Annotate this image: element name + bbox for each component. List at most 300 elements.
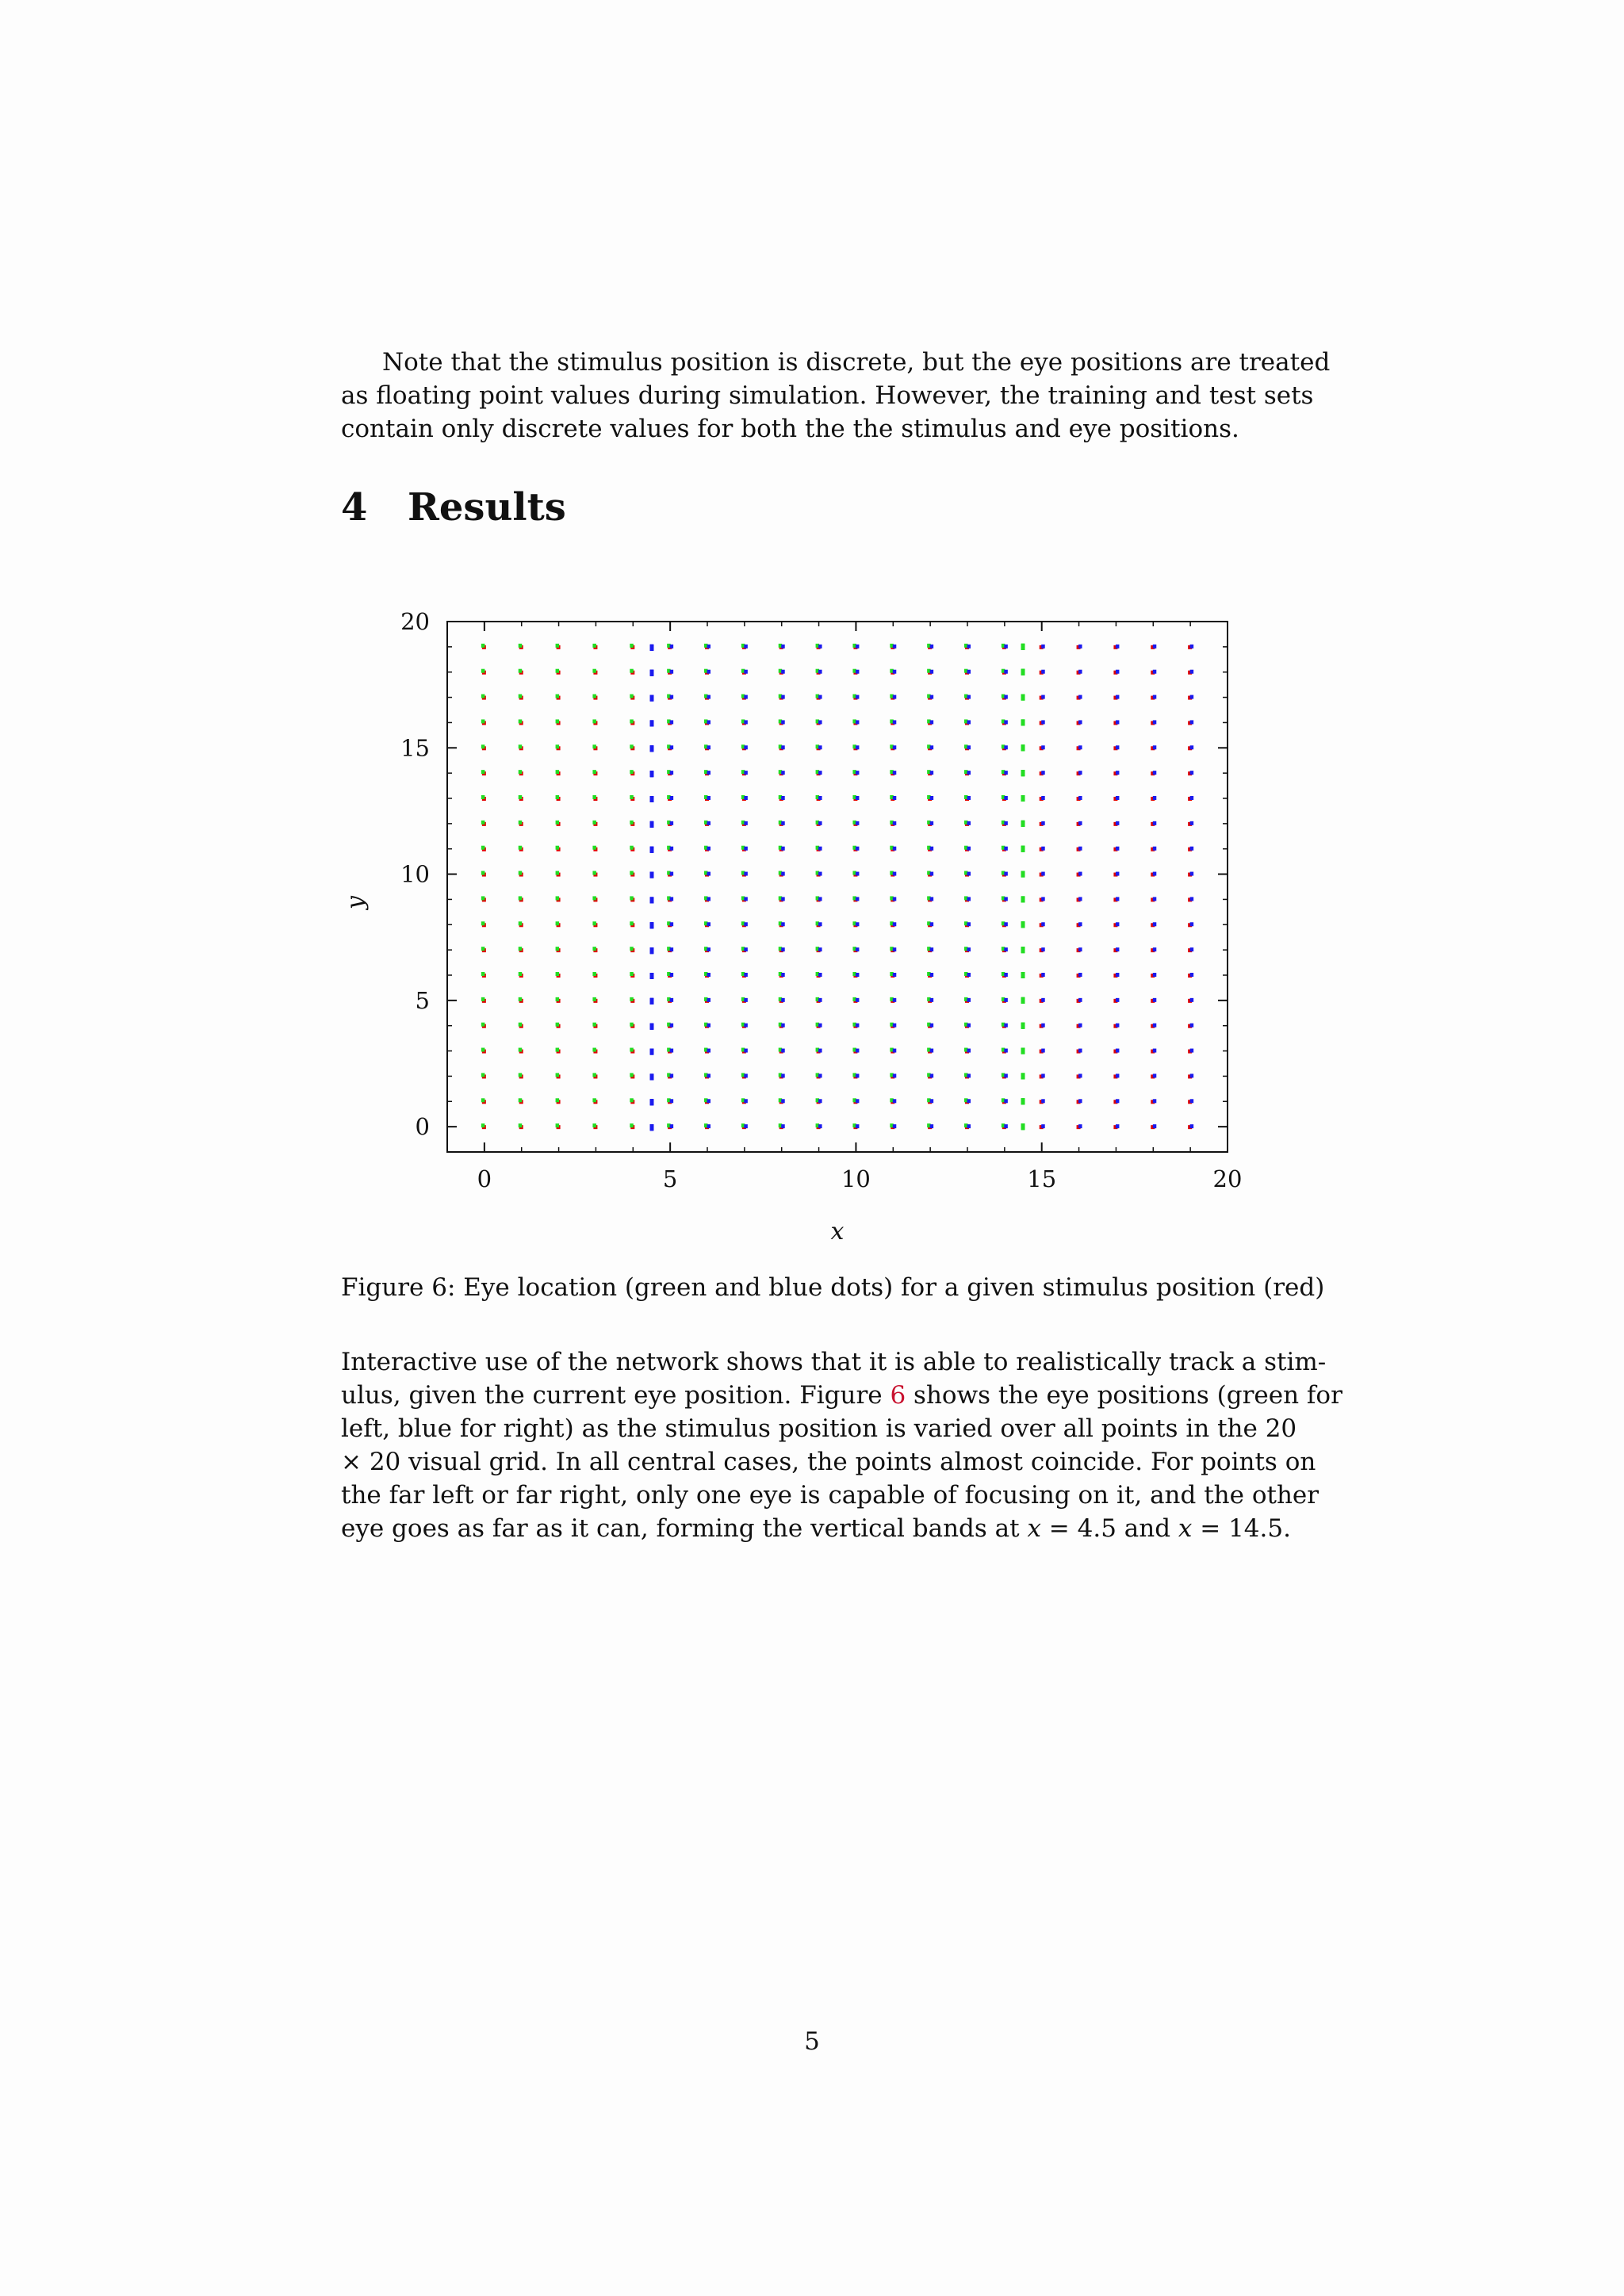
left-eye-point bbox=[1021, 972, 1025, 978]
right-eye-point bbox=[856, 1049, 860, 1053]
left-eye-point bbox=[481, 695, 485, 698]
right-eye-point bbox=[930, 796, 934, 800]
left-eye-point bbox=[1021, 921, 1025, 928]
right-eye-point bbox=[1078, 897, 1082, 901]
left-eye-point bbox=[519, 1048, 523, 1052]
left-eye-point bbox=[481, 744, 485, 748]
y-tick-label: 15 bbox=[400, 734, 430, 762]
right-eye-point bbox=[1153, 922, 1157, 926]
text-run: the far left or far right, only one eye is capable of focusing on it, and the other bbox=[341, 1481, 1320, 1510]
left-eye-point bbox=[481, 997, 485, 1001]
right-eye-point bbox=[1041, 645, 1045, 649]
left-eye-point bbox=[556, 846, 560, 850]
right-eye-point bbox=[967, 745, 971, 749]
left-eye-point bbox=[519, 695, 523, 698]
plot-frame bbox=[447, 622, 1228, 1152]
right-eye-point bbox=[930, 1099, 934, 1103]
right-eye-point bbox=[1041, 897, 1045, 901]
right-eye-point bbox=[744, 695, 748, 699]
right-eye-point bbox=[670, 670, 674, 674]
right-eye-point bbox=[930, 645, 934, 649]
right-eye-point bbox=[967, 695, 971, 699]
right-eye-point bbox=[1078, 695, 1082, 699]
left-eye-point bbox=[1021, 669, 1025, 675]
left-eye-point bbox=[556, 1023, 560, 1027]
right-eye-point bbox=[930, 670, 934, 674]
right-eye-point bbox=[856, 1124, 860, 1128]
left-eye-point bbox=[592, 1048, 596, 1052]
right-eye-point bbox=[670, 720, 674, 724]
y-axis-label: y bbox=[342, 896, 370, 909]
right-eye-point bbox=[1116, 670, 1120, 674]
right-eye-point bbox=[744, 947, 748, 951]
right-eye-point bbox=[930, 1024, 934, 1027]
right-eye-point bbox=[930, 998, 934, 1002]
right-eye-point bbox=[1041, 720, 1045, 724]
right-eye-point bbox=[1004, 645, 1008, 649]
right-eye-point bbox=[930, 771, 934, 775]
right-eye-point bbox=[1153, 821, 1157, 825]
right-eye-point bbox=[781, 745, 785, 749]
right-eye-point bbox=[893, 947, 897, 951]
text-line: contain only discrete values for both the the stimulus and eye positions. bbox=[341, 415, 1239, 443]
right-eye-point bbox=[1004, 771, 1008, 775]
right-eye-point bbox=[650, 847, 654, 853]
right-eye-point bbox=[1004, 897, 1008, 901]
left-eye-point bbox=[592, 1123, 596, 1127]
right-eye-point bbox=[1190, 1049, 1194, 1053]
left-eye-point bbox=[630, 1073, 634, 1077]
right-eye-point bbox=[967, 1099, 971, 1103]
right-eye-point bbox=[781, 1049, 785, 1053]
right-eye-point bbox=[1078, 1073, 1082, 1077]
left-eye-point bbox=[1021, 744, 1025, 751]
right-eye-point bbox=[650, 1124, 654, 1131]
right-eye-point bbox=[781, 847, 785, 851]
right-eye-point bbox=[707, 847, 711, 851]
right-eye-point bbox=[893, 796, 897, 800]
right-eye-point bbox=[1041, 745, 1045, 749]
right-eye-point bbox=[818, 872, 822, 876]
right-eye-point bbox=[650, 695, 654, 702]
right-eye-point bbox=[707, 922, 711, 926]
right-eye-point bbox=[781, 1099, 785, 1103]
right-eye-point bbox=[670, 645, 674, 649]
right-eye-point bbox=[650, 771, 654, 777]
right-eye-point bbox=[650, 1073, 654, 1080]
left-eye-point bbox=[1021, 821, 1025, 827]
right-eye-point bbox=[856, 897, 860, 901]
right-eye-point bbox=[1190, 720, 1194, 724]
y-tick-label: 20 bbox=[400, 608, 430, 635]
right-eye-point bbox=[1078, 872, 1082, 876]
right-eye-point bbox=[967, 645, 971, 649]
left-eye-point bbox=[556, 997, 560, 1001]
right-eye-point bbox=[1004, 720, 1008, 724]
right-eye-point bbox=[1041, 922, 1045, 926]
right-eye-point bbox=[1153, 973, 1157, 977]
left-eye-point bbox=[630, 896, 634, 900]
left-eye-point bbox=[556, 1073, 560, 1077]
right-eye-point bbox=[1116, 1049, 1120, 1053]
right-eye-point bbox=[781, 695, 785, 699]
right-eye-point bbox=[1153, 847, 1157, 851]
x-tick-label: 5 bbox=[662, 1165, 678, 1192]
left-eye-point bbox=[592, 1098, 596, 1102]
right-eye-point bbox=[1041, 695, 1045, 699]
left-eye-point bbox=[519, 795, 523, 799]
right-eye-point bbox=[1116, 947, 1120, 951]
right-eye-point bbox=[744, 973, 748, 977]
left-eye-point bbox=[481, 1123, 485, 1127]
right-eye-point bbox=[930, 897, 934, 901]
right-eye-point bbox=[781, 998, 785, 1002]
right-eye-point bbox=[967, 821, 971, 825]
right-eye-point bbox=[781, 872, 785, 876]
right-eye-point bbox=[1190, 998, 1194, 1002]
right-eye-point bbox=[818, 897, 822, 901]
right-eye-point bbox=[707, 1124, 711, 1128]
right-eye-point bbox=[1116, 720, 1120, 724]
right-eye-point bbox=[967, 796, 971, 800]
right-eye-point bbox=[707, 771, 711, 775]
right-eye-point bbox=[818, 745, 822, 749]
right-eye-point bbox=[1004, 973, 1008, 977]
right-eye-point bbox=[856, 922, 860, 926]
left-eye-point bbox=[630, 1098, 634, 1102]
right-eye-point bbox=[781, 670, 785, 674]
right-eye-point bbox=[781, 947, 785, 951]
right-eye-point bbox=[893, 1073, 897, 1077]
left-eye-point bbox=[481, 669, 485, 673]
right-eye-point bbox=[1116, 847, 1120, 851]
right-eye-point bbox=[893, 720, 897, 724]
right-eye-point bbox=[1041, 998, 1045, 1002]
left-eye-point bbox=[519, 821, 523, 825]
left-eye-point bbox=[481, 795, 485, 799]
left-eye-point bbox=[519, 719, 523, 723]
left-eye-point bbox=[1021, 770, 1025, 776]
right-eye-point bbox=[781, 771, 785, 775]
right-eye-point bbox=[781, 645, 785, 649]
left-eye-point bbox=[519, 846, 523, 850]
right-eye-point bbox=[1041, 670, 1045, 674]
right-eye-point bbox=[1116, 745, 1120, 749]
right-eye-point bbox=[818, 947, 822, 951]
right-eye-point bbox=[1153, 1073, 1157, 1077]
right-eye-point bbox=[670, 1073, 674, 1077]
left-eye-point bbox=[481, 1098, 485, 1102]
right-eye-point bbox=[650, 1049, 654, 1055]
left-eye-point bbox=[592, 1023, 596, 1027]
right-eye-point bbox=[781, 796, 785, 800]
right-eye-point bbox=[670, 821, 674, 825]
right-eye-point bbox=[670, 745, 674, 749]
x-axis-label: x bbox=[830, 1218, 845, 1246]
right-eye-point bbox=[1004, 1124, 1008, 1128]
right-eye-point bbox=[650, 947, 654, 954]
right-eye-point bbox=[670, 695, 674, 699]
right-eye-point bbox=[707, 720, 711, 724]
right-eye-point bbox=[744, 1073, 748, 1077]
left-eye-point bbox=[519, 871, 523, 875]
right-eye-point bbox=[1153, 645, 1157, 649]
right-eye-point bbox=[893, 745, 897, 749]
y-tick-label: 10 bbox=[400, 860, 430, 888]
y-tick-label: 5 bbox=[415, 986, 430, 1014]
right-eye-point bbox=[650, 1024, 654, 1030]
right-eye-point bbox=[670, 1049, 674, 1053]
right-eye-point bbox=[781, 821, 785, 825]
left-eye-point bbox=[556, 921, 560, 925]
right-eye-point bbox=[1078, 670, 1082, 674]
right-eye-point bbox=[967, 1024, 971, 1027]
left-eye-point bbox=[630, 744, 634, 748]
left-eye-point bbox=[556, 972, 560, 976]
right-eye-point bbox=[930, 821, 934, 825]
right-eye-point bbox=[967, 973, 971, 977]
right-eye-point bbox=[856, 670, 860, 674]
right-eye-point bbox=[744, 1099, 748, 1103]
left-eye-point bbox=[556, 719, 560, 723]
right-eye-point bbox=[1190, 922, 1194, 926]
right-eye-point bbox=[1041, 1073, 1045, 1077]
left-eye-point bbox=[630, 821, 634, 825]
left-eye-point bbox=[556, 770, 560, 774]
left-eye-point bbox=[630, 846, 634, 850]
right-eye-point bbox=[707, 695, 711, 699]
right-eye-point bbox=[893, 847, 897, 851]
right-eye-point bbox=[650, 872, 654, 878]
right-eye-point bbox=[818, 1024, 822, 1027]
right-eye-point bbox=[818, 847, 822, 851]
section-heading bbox=[341, 485, 566, 530]
left-eye-point bbox=[630, 1123, 634, 1127]
right-eye-point bbox=[1078, 771, 1082, 775]
right-eye-point bbox=[930, 947, 934, 951]
right-eye-point bbox=[818, 821, 822, 825]
right-eye-point bbox=[856, 645, 860, 649]
right-eye-point bbox=[930, 1073, 934, 1077]
left-eye-point bbox=[556, 1123, 560, 1127]
right-eye-point bbox=[1190, 1124, 1194, 1128]
left-eye-point bbox=[1021, 644, 1025, 650]
right-eye-point bbox=[1078, 745, 1082, 749]
right-eye-point bbox=[1078, 821, 1082, 825]
right-eye-point bbox=[930, 720, 934, 724]
right-eye-point bbox=[707, 947, 711, 951]
right-eye-point bbox=[670, 973, 674, 977]
right-eye-point bbox=[1004, 947, 1008, 951]
math-var: x bbox=[1178, 1514, 1193, 1543]
right-eye-point bbox=[893, 998, 897, 1002]
left-eye-point bbox=[592, 744, 596, 748]
right-eye-point bbox=[781, 720, 785, 724]
right-eye-point bbox=[650, 1099, 654, 1105]
left-eye-point bbox=[556, 644, 560, 648]
right-eye-point bbox=[893, 872, 897, 876]
right-eye-point bbox=[1041, 973, 1045, 977]
left-eye-point bbox=[592, 821, 596, 825]
right-eye-point bbox=[818, 922, 822, 926]
right-eye-point bbox=[818, 796, 822, 800]
right-eye-point bbox=[893, 1099, 897, 1103]
right-eye-point bbox=[1116, 771, 1120, 775]
left-eye-point bbox=[481, 1048, 485, 1052]
right-eye-point bbox=[707, 897, 711, 901]
right-eye-point bbox=[818, 645, 822, 649]
text-line: as floating point values during simulation. However, the training and test sets bbox=[341, 381, 1314, 410]
text-run: = 4.5 and bbox=[1040, 1514, 1178, 1543]
left-eye-point bbox=[556, 821, 560, 825]
right-eye-point bbox=[744, 922, 748, 926]
left-eye-point bbox=[592, 997, 596, 1001]
figure-caption: Figure 6: Eye location (green and blue dots) for a given stimulus position (red) bbox=[341, 1273, 1325, 1302]
right-eye-point bbox=[1004, 745, 1008, 749]
right-eye-point bbox=[1116, 796, 1120, 800]
right-eye-point bbox=[856, 1073, 860, 1077]
left-eye-point bbox=[519, 947, 523, 951]
y-tick-label: 0 bbox=[415, 1113, 430, 1141]
right-eye-point bbox=[1078, 645, 1082, 649]
right-eye-point bbox=[930, 1049, 934, 1053]
right-eye-point bbox=[707, 973, 711, 977]
right-eye-point bbox=[856, 998, 860, 1002]
right-eye-point bbox=[967, 998, 971, 1002]
left-eye-point bbox=[519, 1073, 523, 1077]
figure-6-chart bbox=[341, 603, 1278, 1253]
right-eye-point bbox=[1078, 1099, 1082, 1103]
right-eye-point bbox=[1190, 847, 1194, 851]
left-eye-point bbox=[630, 669, 634, 673]
right-eye-point bbox=[1153, 998, 1157, 1002]
right-eye-point bbox=[1116, 998, 1120, 1002]
left-eye-point bbox=[519, 921, 523, 925]
right-eye-point bbox=[1116, 1024, 1120, 1027]
right-eye-point bbox=[1041, 1024, 1045, 1027]
right-eye-point bbox=[1041, 947, 1045, 951]
right-eye-point bbox=[1041, 821, 1045, 825]
right-eye-point bbox=[1078, 973, 1082, 977]
right-eye-point bbox=[744, 745, 748, 749]
right-eye-point bbox=[744, 1124, 748, 1128]
right-eye-point bbox=[1004, 695, 1008, 699]
left-eye-point bbox=[481, 896, 485, 900]
right-eye-point bbox=[707, 1073, 711, 1077]
left-eye-point bbox=[481, 947, 485, 951]
right-eye-point bbox=[1041, 1124, 1045, 1128]
right-eye-point bbox=[1004, 872, 1008, 876]
right-eye-point bbox=[670, 847, 674, 851]
right-eye-point bbox=[1078, 796, 1082, 800]
right-eye-point bbox=[856, 695, 860, 699]
right-eye-point bbox=[1153, 745, 1157, 749]
left-eye-point bbox=[630, 795, 634, 799]
right-eye-point bbox=[930, 1124, 934, 1128]
right-eye-point bbox=[856, 973, 860, 977]
right-eye-point bbox=[967, 847, 971, 851]
right-eye-point bbox=[670, 922, 674, 926]
left-eye-point bbox=[556, 695, 560, 698]
right-eye-point bbox=[856, 796, 860, 800]
right-eye-point bbox=[967, 1124, 971, 1128]
right-eye-point bbox=[893, 973, 897, 977]
left-eye-point bbox=[481, 644, 485, 648]
right-eye-point bbox=[930, 695, 934, 699]
right-eye-point bbox=[707, 796, 711, 800]
left-eye-point bbox=[592, 719, 596, 723]
left-eye-point bbox=[592, 896, 596, 900]
right-eye-point bbox=[1004, 821, 1008, 825]
right-eye-point bbox=[893, 1049, 897, 1053]
right-eye-point bbox=[1153, 1024, 1157, 1027]
right-eye-point bbox=[856, 745, 860, 749]
left-eye-point bbox=[519, 1123, 523, 1127]
left-eye-point bbox=[519, 644, 523, 648]
left-eye-point bbox=[630, 871, 634, 875]
right-eye-point bbox=[1078, 720, 1082, 724]
right-eye-point bbox=[893, 1124, 897, 1128]
left-eye-point bbox=[592, 921, 596, 925]
text-run: eye goes as far as it can, forming the vertical bands at bbox=[341, 1514, 1028, 1543]
right-eye-point bbox=[670, 998, 674, 1002]
right-eye-point bbox=[707, 745, 711, 749]
right-eye-point bbox=[650, 796, 654, 802]
intro-paragraph bbox=[341, 346, 1331, 446]
right-eye-point bbox=[818, 1099, 822, 1103]
right-eye-point bbox=[1153, 771, 1157, 775]
left-eye-point bbox=[630, 719, 634, 723]
left-eye-point bbox=[630, 644, 634, 648]
right-eye-point bbox=[1190, 1073, 1194, 1077]
right-eye-point bbox=[1116, 695, 1120, 699]
left-eye-point bbox=[1021, 719, 1025, 725]
left-eye-point bbox=[519, 770, 523, 774]
left-eye-point bbox=[556, 947, 560, 951]
right-eye-point bbox=[930, 973, 934, 977]
right-eye-point bbox=[670, 1099, 674, 1103]
figure-reference-link[interactable]: 6 bbox=[890, 1381, 906, 1410]
left-eye-point bbox=[481, 1073, 485, 1077]
left-eye-point bbox=[592, 947, 596, 951]
left-eye-point bbox=[592, 795, 596, 799]
right-eye-point bbox=[744, 821, 748, 825]
right-eye-point bbox=[1004, 1049, 1008, 1053]
right-eye-point bbox=[893, 771, 897, 775]
right-eye-point bbox=[744, 998, 748, 1002]
right-eye-point bbox=[670, 872, 674, 876]
results-paragraph bbox=[341, 1345, 1342, 1545]
left-eye-point bbox=[519, 1023, 523, 1027]
right-eye-point bbox=[1190, 973, 1194, 977]
right-eye-point bbox=[1078, 1024, 1082, 1027]
right-eye-point bbox=[1153, 872, 1157, 876]
left-eye-point bbox=[556, 795, 560, 799]
right-eye-point bbox=[650, 973, 654, 979]
left-eye-point bbox=[481, 719, 485, 723]
text-run: = 14.5. bbox=[1192, 1514, 1291, 1543]
right-eye-point bbox=[670, 1124, 674, 1128]
right-eye-point bbox=[1116, 645, 1120, 649]
right-eye-point bbox=[670, 796, 674, 800]
right-eye-point bbox=[818, 720, 822, 724]
right-eye-point bbox=[856, 1099, 860, 1103]
left-eye-point bbox=[1021, 997, 1025, 1004]
right-eye-point bbox=[893, 645, 897, 649]
right-eye-point bbox=[1004, 670, 1008, 674]
right-eye-point bbox=[1116, 1099, 1120, 1103]
right-eye-point bbox=[707, 670, 711, 674]
